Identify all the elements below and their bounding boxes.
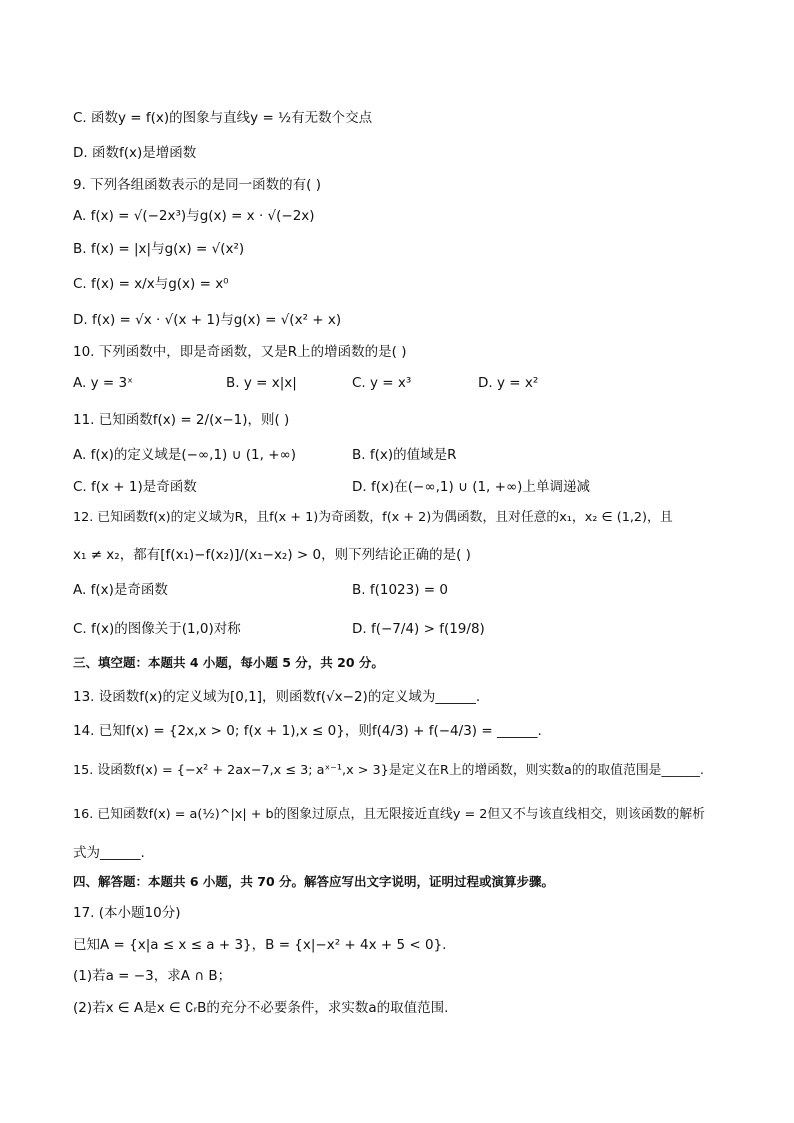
question-10-option-c: C. y = x³: [352, 375, 412, 391]
question-17-part-1: (1)若a = −3，求A ∩ B；: [73, 968, 232, 984]
question-16: 16. 已知函数f(x) = a(½)^|x| + b的图象过原点，且无限接近直线y = 2但又不与该直线相交，则该函数的解析: [73, 807, 705, 822]
question-9-option-a: A. f(x) = √(−2x³)与g(x) = x · √(−2x): [73, 208, 315, 224]
question-11-option-d: D. f(x)在(−∞,1) ∪ (1, +∞)上单调递减: [352, 479, 590, 495]
question-12-option-d: D. f(−7/4) > f(19/8): [352, 621, 485, 637]
question-11-option-a: A. f(x)的定义域是(−∞,1) ∪ (1, +∞): [73, 447, 297, 463]
question-11-option-b: B. f(x)的值域是R: [352, 447, 457, 463]
question-11-option-c: C. f(x + 1)是奇函数: [73, 479, 197, 495]
section-3-heading: 三、填空题：本题共 4 小题，每小题 5 分，共 20 分。: [73, 655, 384, 670]
question-14: 14. 已知f(x) = {2x,x > 0; f(x + 1),x ≤ 0}，则f(4/3) + f(−4/3) = ______.: [73, 723, 542, 739]
question-15: 15. 设函数f(x) = {−x² + 2ax−7,x ≤ 3; aˣ⁻¹,x > 3}是定义在R上的增函数，则实数a的的取值范围是______.: [73, 763, 704, 778]
question-9-option-d: D. f(x) = √x · √(x + 1)与g(x) = √(x² + x): [73, 312, 342, 328]
question-9-option-c: C. f(x) = x/x与g(x) = x⁰: [73, 276, 229, 292]
question-12-option-a: A. f(x)是奇函数: [73, 582, 168, 598]
question-11: 11. 已知函数f(x) = 2/(x−1)，则( ): [73, 412, 290, 428]
section-4-heading: 四、解答题：本题共 6 小题，共 70 分。解答应写出文字说明，证明过程或演算步骤。: [73, 874, 555, 889]
question-10-option-d: D. y = x²: [478, 375, 539, 391]
question-17-part-2: (2)若x ∈ A是x ∈ ∁ᵣB的充分不必要条件，求实数a的取值范围.: [73, 1000, 449, 1016]
question-12-cont: x₁ ≠ x₂，都有[f(x₁)−f(x₂)]/(x₁−x₂) > 0，则下列结论正确的是( ): [73, 547, 471, 563]
option-c-prev: C. 函数y = f(x)的图象与直线y = ½有无数个交点: [73, 110, 373, 126]
question-10-option-a: A. y = 3ˣ: [73, 375, 134, 391]
question-12: 12. 已知函数f(x)的定义域为R，且f(x + 1)为奇函数，f(x + 2)为偶函数，且对任意的x₁，x₂ ∈ (1,2)，且: [73, 510, 673, 525]
question-17-given: 已知A = {x|a ≤ x ≤ a + 3}，B = {x|−x² + 4x + 5 < 0}.: [73, 937, 447, 953]
question-10: 10. 下列函数中，即是奇函数，又是R上的增函数的是( ): [73, 344, 407, 360]
question-12-option-c: C. f(x)的图像关于(1,0)对称: [73, 621, 241, 637]
question-10-option-b: B. y = x|x|: [226, 375, 297, 391]
question-9: 9. 下列各组函数表示的是同一函数的有( ): [73, 177, 321, 193]
option-d-prev: D. 函数f(x)是增函数: [73, 145, 197, 161]
question-12-option-b: B. f(1023) = 0: [352, 582, 448, 598]
question-13: 13. 设函数f(x)的定义域为[0,1]，则函数f(√x−2)的定义域为______.: [73, 689, 481, 705]
question-17: 17. (本小题10分): [73, 905, 181, 921]
question-9-option-b: B. f(x) = |x|与g(x) = √(x²): [73, 241, 245, 257]
question-16-cont: 式为______.: [73, 845, 145, 861]
